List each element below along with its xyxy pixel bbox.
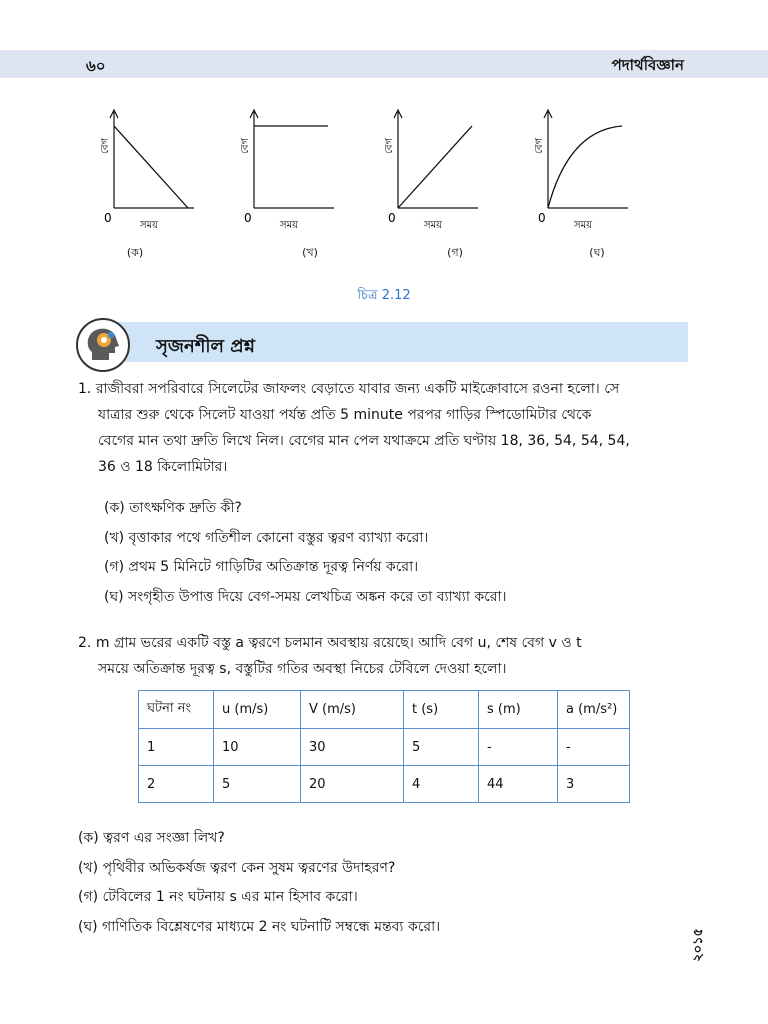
option-kha: (খ) পৃথিবীর অভিকর্ষজ ত্বরণ কেন সুষম ত্বরণের উদাহরণ? <box>78 859 396 876</box>
origin-label: 0 <box>244 211 252 225</box>
table-header: t (s) <box>404 691 479 729</box>
table-cell: 3 <box>558 766 630 803</box>
graph-ga-svg <box>376 100 506 260</box>
origin-label: 0 <box>388 211 396 225</box>
stem-line: 36 ও 18 কিলোমিটার। <box>98 459 228 475</box>
y-axis-label: বেগ <box>534 137 545 154</box>
x-axis-label: সময় <box>424 220 443 231</box>
question-2-stem <box>78 630 698 682</box>
graph-gha-svg <box>526 100 656 260</box>
question-number: 1. <box>78 381 92 397</box>
graph-kha <box>232 100 362 260</box>
table-cell: - <box>479 729 558 766</box>
option-gha: (ঘ) সংগৃহীত উপাত্ত দিয়ে বেগ-সময় লেখচিত্র অঙ্কন করে তা ব্যাখ্যা করো। <box>104 588 507 605</box>
x-axis-label: সময় <box>140 220 159 231</box>
graph-ga <box>376 100 506 260</box>
table-cell: 4 <box>404 766 479 803</box>
table-row <box>139 766 630 803</box>
table-cell: 30 <box>301 729 404 766</box>
question-1-options <box>104 494 507 612</box>
table-cell: 1 <box>139 729 214 766</box>
series-line <box>548 126 622 208</box>
stem-line: যাত্রার শুরু থেকে সিলেট যাওয়া পর্যন্ত প্রতি 5 minute পরপর গাড়ির স্পিডোমিটার থেকে <box>98 407 592 423</box>
question-1-stem <box>78 376 698 480</box>
y-axis-label: বেগ <box>384 137 395 154</box>
origin-label: 0 <box>538 211 546 225</box>
graph-tag: (ঘ) <box>589 246 605 259</box>
y-axis-label: বেগ <box>100 137 111 154</box>
x-axis-label: সময় <box>574 220 593 231</box>
book-title: পদার্থবিজ্ঞান <box>611 56 684 74</box>
table-cell: 44 <box>479 766 558 803</box>
graph-ka-svg <box>92 100 222 260</box>
table-row <box>139 729 630 766</box>
graph-gha <box>526 100 656 260</box>
table-header: s (m) <box>479 691 558 729</box>
table-cell: 5 <box>214 766 301 803</box>
table-cell: - <box>558 729 630 766</box>
option-ga: (গ) প্রথম 5 মিনিটে গাড়িটির অতিক্রান্ত দূরত্ব নির্ণয় করো। <box>104 559 419 575</box>
figure-caption: চিত্র 2.12 <box>357 288 411 303</box>
motion-data-table <box>138 690 630 803</box>
origin-label: 0 <box>104 211 112 225</box>
question-2-options <box>78 824 440 942</box>
table-header: ঘটনা নং <box>139 691 214 729</box>
table-cell: 10 <box>214 729 301 766</box>
table-header-row <box>139 691 630 729</box>
page-number: ৬০ <box>86 57 106 75</box>
series-line <box>398 126 472 208</box>
table-header: a (m/s²) <box>558 691 630 729</box>
option-ka: (ক) তাৎক্ষণিক দ্রুতি কী? <box>104 500 242 516</box>
graph-tag: (গ) <box>447 246 463 259</box>
x-axis-label: সময় <box>280 220 299 231</box>
table-header: u (m/s) <box>214 691 301 729</box>
section-title: সৃজনশীল প্রশ্ন <box>156 336 255 357</box>
stem-line: m গ্রাম ভরের একটি বস্তু a ত্বরণে চলমান অবস্থায় রয়েছে। আদি বেগ u, শেষ বেগ v ও t <box>95 635 582 651</box>
question-number: 2. <box>78 635 92 651</box>
graph-tag: (ক) <box>126 246 144 259</box>
series-line <box>114 126 188 208</box>
graph-tag: (খ) <box>302 246 318 259</box>
graph-kha-svg <box>232 100 362 260</box>
brain-head-icon <box>76 318 130 372</box>
table-cell: 20 <box>301 766 404 803</box>
stem-line: রাজীবরা সপরিবারে সিলেটের জাফলং বেড়াতে যাবার জন্য একটি মাইক্রোবাসে রওনা হলো। সে <box>95 381 620 397</box>
footer-page-number: ২০১৫ <box>691 928 706 962</box>
option-ga: (গ) টেবিলের 1 নং ঘটনায় s এর মান হিসাব করো। <box>78 889 358 905</box>
table-header: V (m/s) <box>301 691 404 729</box>
graph-ka <box>92 100 222 260</box>
option-gha: (ঘ) গাণিতিক বিশ্লেষণের মাধ্যমে 2 নং ঘটনাটি সম্বন্ধে মন্তব্য করো। <box>78 918 441 935</box>
table-cell: 2 <box>139 766 214 803</box>
option-kha: (খ) বৃত্তাকার পথে গতিশীল কোনো বস্তুর ত্বরণ ব্যাখ্যা করো। <box>104 529 429 546</box>
stem-line: বেগের মান তথা দ্রুতি লিখে নিল। বেগের মান পেল যথাক্রমে প্রতি ঘণ্টায় 18, 36, 54, 54, 54, <box>98 433 630 449</box>
option-ka: (ক) ত্বরণ এর সংজ্ঞা লিখ? <box>78 830 225 846</box>
y-axis-label: বেগ <box>240 137 251 154</box>
table-cell: 5 <box>404 729 479 766</box>
stem-line: সময়ে অতিক্রান্ত দূরত্ব s, বস্তুটির গতির অবস্থা নিচের টেবিলে দেওয়া হলো। <box>98 661 507 677</box>
